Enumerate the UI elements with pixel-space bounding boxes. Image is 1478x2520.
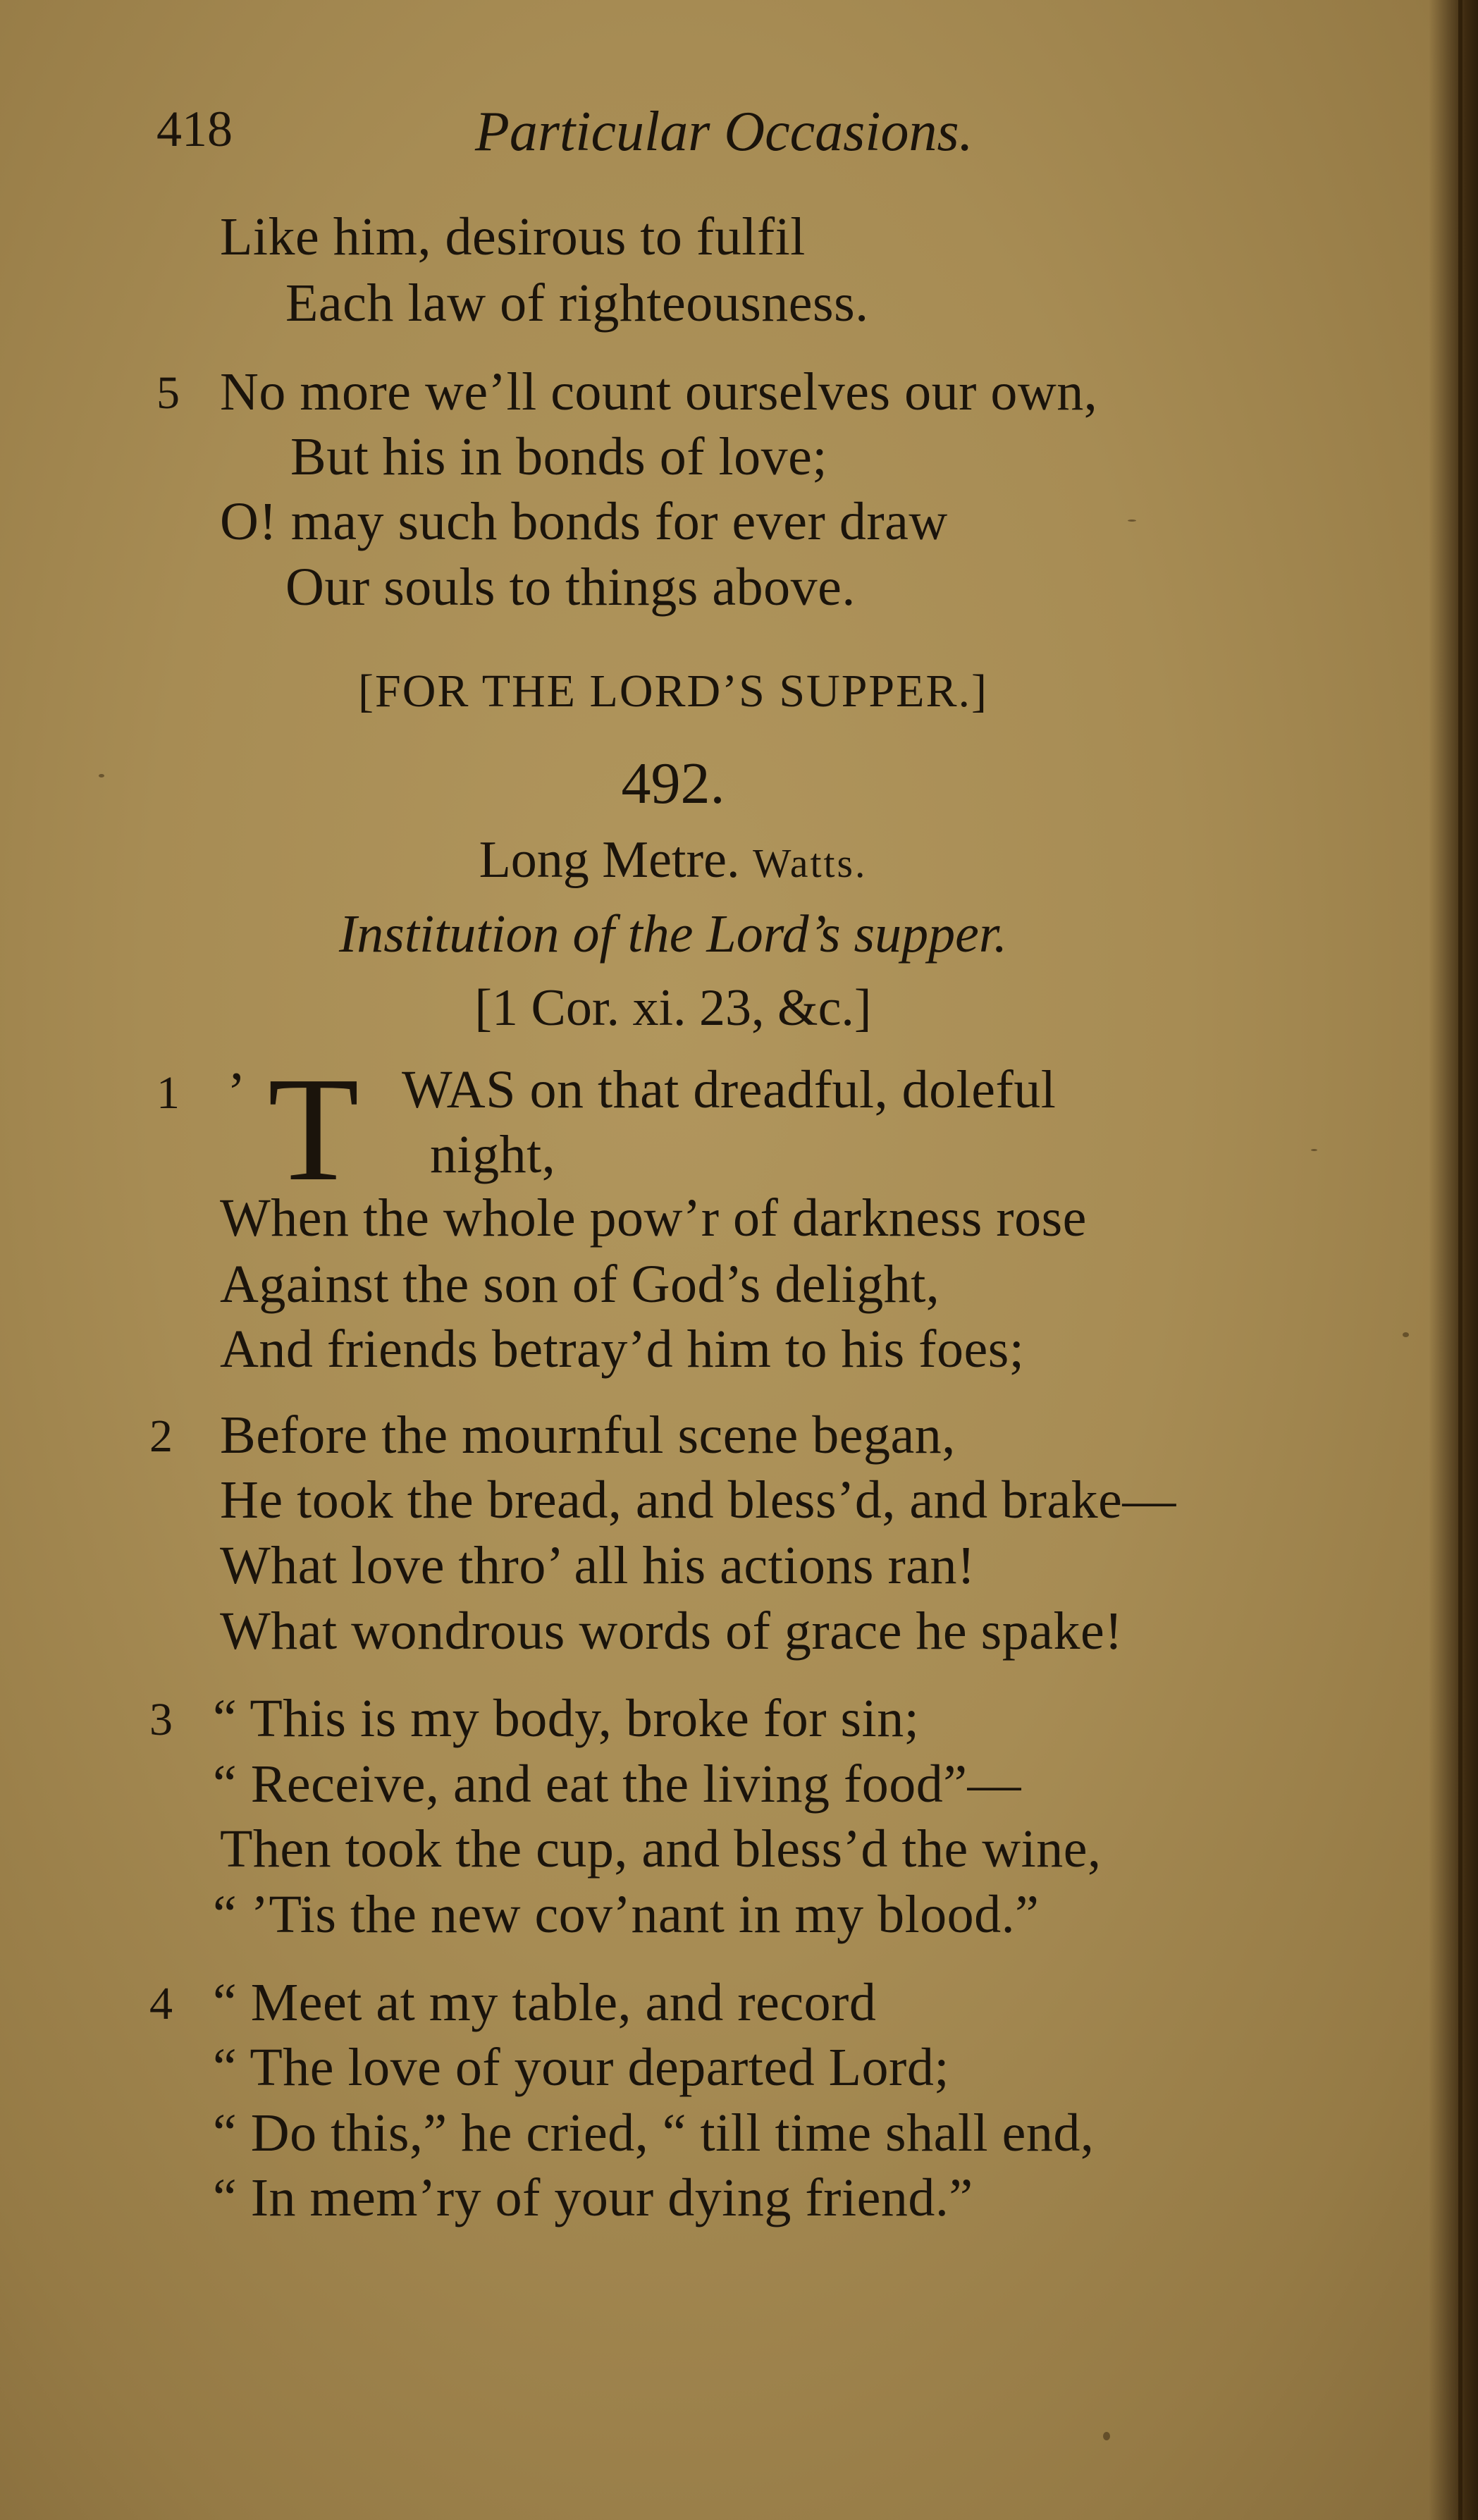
- verse-line: What love thro’ all his actions ran!: [220, 1536, 975, 1595]
- stanza-number: 1: [156, 1067, 180, 1119]
- hymn-author: Watts.: [752, 842, 868, 886]
- paper-speck: [99, 774, 104, 777]
- drop-cap: T: [268, 1046, 359, 1212]
- verse-line: “ The love of your departed Lord;: [213, 2038, 949, 2097]
- verse-line: Then took the cup, and bless’d the wine,: [220, 1819, 1102, 1879]
- verse-line: “ In mem’ry of your dying friend.”: [213, 2168, 973, 2227]
- verse-line: What wondrous words of grace he spake!: [220, 1602, 1123, 1661]
- drop-cap-apostrophe: ’: [227, 1062, 246, 1124]
- running-head: [156, 100, 1037, 164]
- paper-speck: [1403, 1332, 1409, 1337]
- verse-line: He took the bread, and bless’d, and brake—: [220, 1470, 1176, 1530]
- paper-speck: [1103, 2432, 1110, 2440]
- hymn-meter: Long Metre.: [479, 831, 740, 889]
- verse-line: Each law of righteousness.: [285, 273, 869, 333]
- running-title: Particular Occasions.: [475, 101, 973, 163]
- verse-line: night,: [430, 1125, 556, 1184]
- verse-line: WAS on that dreadful, doleful: [402, 1060, 1057, 1119]
- verse-line: Our souls to things above.: [285, 558, 856, 617]
- verse-line: Before the mournful scene began,: [220, 1406, 956, 1465]
- hymn-heading: [FOR THE LORD’S SUPPER.]: [358, 665, 988, 717]
- hymn-number: 492.: [621, 751, 725, 816]
- verse-line: No more we’ll count ourselves our own,: [220, 362, 1098, 422]
- verse-line: O! may such bonds for ever draw: [220, 492, 948, 551]
- stanza-number: 4: [149, 1978, 173, 2029]
- verse-line: “ This is my body, broke for sin;: [213, 1689, 920, 1748]
- stanza-number: 2: [149, 1410, 173, 1462]
- paper-speck: [1128, 520, 1136, 522]
- paper-speck: [1311, 1149, 1317, 1151]
- verse-line: “ Meet at my table, and record: [213, 1973, 877, 2032]
- verse-line: “ Receive, and eat the living food”—: [213, 1754, 1022, 1814]
- verse-line: But his in bonds of love;: [290, 427, 827, 486]
- stanza-number: 3: [149, 1694, 173, 1745]
- binding-line: [1458, 0, 1462, 2520]
- binding-edge: [1429, 0, 1478, 2520]
- scripture-reference: [1 Cor. xi. 23, &c.]: [474, 979, 872, 1037]
- verse-line: “ Do this,” he cried, “ till time shall end,: [213, 2103, 1095, 2163]
- stanza-number: 5: [156, 367, 180, 419]
- verse-line: Like him, desirous to fulfil: [220, 207, 806, 266]
- hymn-meter-line: [0, 831, 1346, 889]
- verse-line: “ ’Tis the new cov’nant in my blood.”: [213, 1885, 1040, 1944]
- verse-line: When the whole pow’r of darkness rose: [220, 1188, 1087, 1248]
- verse-line: And friends betray’d him to his foes;: [220, 1320, 1025, 1379]
- verse-line: Against the son of God’s delight,: [220, 1255, 940, 1314]
- hymn-title: Institution of the Lord’s supper.: [339, 904, 1007, 964]
- page-number: 418: [156, 101, 233, 157]
